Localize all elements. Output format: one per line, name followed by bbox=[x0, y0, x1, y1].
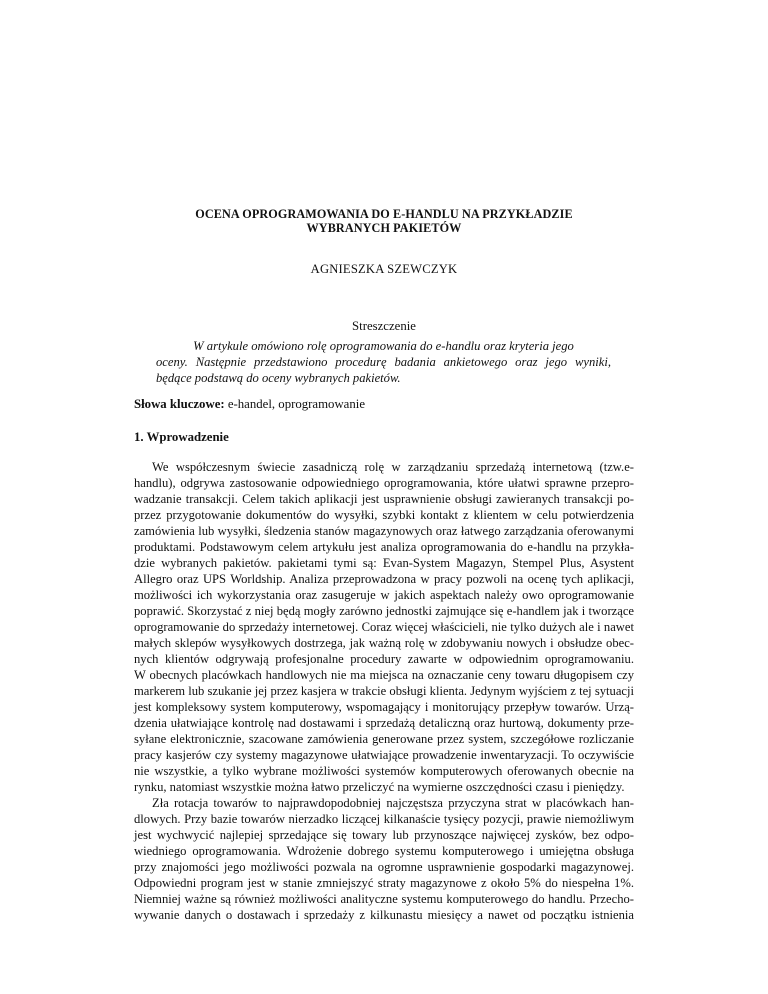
body-line: nych klientów odgrywają profesjonalne procedury zawarte w odpowiednim oprogramowaniu. bbox=[134, 652, 634, 666]
keywords bbox=[134, 397, 365, 412]
body-line: nie wszystkie, a tylko wybrane możliwości systemów komputerowych oferowanych obecnie na bbox=[134, 764, 634, 778]
abstract-line: będące podstawą do oceny wybranych pakietów. bbox=[156, 371, 401, 385]
body-line: wiedniego oprogramowania. Wdrożenie dobrego systemu komputerowego i umiejętna obsługa bbox=[134, 844, 634, 858]
body-line: Allegro oraz UPS Worldship. Analiza przeprowadzona w pracy pozwoli na ocenę tych aplikacji, bbox=[134, 572, 634, 586]
body-line: oprogramowanie do sprzedaży internetowej. Coraz więcej właścicieli, nie tylko dużych ale i nawet bbox=[134, 620, 634, 634]
keywords-value: e-handel, oprogramowanie bbox=[224, 397, 365, 411]
body-line: markerem lub szukanie jej przez kasjera w trakcie obsługi klienta. Jedynym wyjściem z tej sytuacji bbox=[134, 684, 634, 698]
body-line: wywanie danych o dostawach i sprzedaży z kilkunastu miesięcy a nawet od początku istnienia bbox=[134, 908, 634, 922]
body-line: dzenia ułatwiające kontrolę nad dostawami i sprzedażą detaliczną oraz hurtową, dokumenty prze- bbox=[134, 716, 634, 730]
body-line: jest kompleksowy system komputerowy, wspomagający i monitorujący przepływ towarów. Urzą- bbox=[134, 700, 634, 714]
body-line: W obecnych placówkach handlowych nie ma miejsca na oznaczanie ceny towaru długopisem czy bbox=[134, 668, 634, 682]
abstract-line: W artykule omówiono rolę oprogramowania do e-handlu oraz kryteria jego bbox=[193, 339, 574, 353]
body-line: możliwości ich wykorzystania oraz zasugeruje w jakich aspektach należy owo oprogramowanie bbox=[134, 588, 634, 602]
body-line: We współczesnym świecie zasadniczą rolę w zarządzaniu sprzedażą internetową (tzw.e- bbox=[152, 460, 634, 474]
body-line: syłane elektronicznie, szacowane zamówienia generowane przez system, szczegółowe rozliczanie bbox=[134, 732, 634, 746]
body-line: poprawić. Skorzystać z niej będą mogły zarówno jednostki zajmujące się e-handlem jak i tworzące bbox=[134, 604, 634, 618]
paper-title-line-2: WYBRANYCH PAKIETÓW bbox=[306, 221, 462, 235]
body-line: Zła rotacja towarów to najprawdopodobniej najczęstsza przyczyna strat w placówkach han- bbox=[152, 796, 634, 810]
body-line: małych sklepów wysyłkowych dostrzega, jak ważną rolę w zdobywaniu nowych i obsłudze obec- bbox=[134, 636, 634, 650]
body-line: dlowych. Przy bazie towarów nierzadko liczącej kilkanaście tysięcy pozycji, prawie niemożliwym bbox=[134, 812, 634, 826]
section-heading: 1. Wprowadzenie bbox=[134, 430, 229, 444]
body-line: wadzanie transakcji. Celem takich aplikacji jest usprawnienie obsługi zawieranych transakcji po- bbox=[134, 492, 634, 506]
abstract-heading: Streszczenie bbox=[352, 319, 416, 333]
body-line: handlu), odgrywa zastosowanie odpowiedniego oprogramowania, które ułatwi sprawne przepro- bbox=[134, 476, 634, 490]
keywords-label: Słowa kluczowe: bbox=[134, 397, 225, 411]
body-line: jest wychwycić najlepiej sprzedające się towary lub przynoszące najwięcej zysków, bez odpo- bbox=[134, 828, 634, 842]
body-line: przez przygotowanie dokumentów do wysyłki, szybki kontakt z klientem w celu potwierdzenia bbox=[134, 508, 634, 522]
body-line: rynku, natomiast wszystkie można łatwo przeliczyć na wymierne oszczędności czasu i pieniędzy. bbox=[134, 780, 625, 794]
body-line: zamówienia lub wysyłki, śledzenia stanów magazynowych oraz łatwego zarządzania oferowanymi bbox=[134, 524, 634, 538]
body-line: dzie wybranych pakietów. pakietami tymi są: Evan-System Magazyn, Stempel Plus, Asystent bbox=[134, 556, 634, 570]
paper-title-line-1: OCENA OPROGRAMOWANIA DO E-HANDLU NA PRZYKŁADZIE bbox=[195, 207, 573, 221]
body-line: Niemniej ważne są również możliwości analityczne systemu komputerowego do handlu. Przecho- bbox=[134, 892, 634, 906]
body-line: pracy kasjerów czy systemy magazynowe ułatwiające prowadzenie inwentaryzacji. To oczywiście bbox=[134, 748, 634, 762]
abstract-line: oceny. Następnie przedstawiono procedurę badania ankietowego oraz jego wyniki, bbox=[156, 355, 611, 369]
paper-author: AGNIESZKA SZEWCZYK bbox=[310, 262, 458, 276]
body-line: Odpowiedni program jest w stanie zmniejszyć straty magazynowe z około 5% do niespełna 1%. bbox=[134, 876, 634, 890]
body-line: przy znajomości jego możliwości pozwala na ogromne usprawnienie gospodarki magazynowej. bbox=[134, 860, 634, 874]
body-line: produktami. Podstawowym celem artykułu jest analiza oprogramowania do e-handlu na przykła- bbox=[134, 540, 634, 554]
